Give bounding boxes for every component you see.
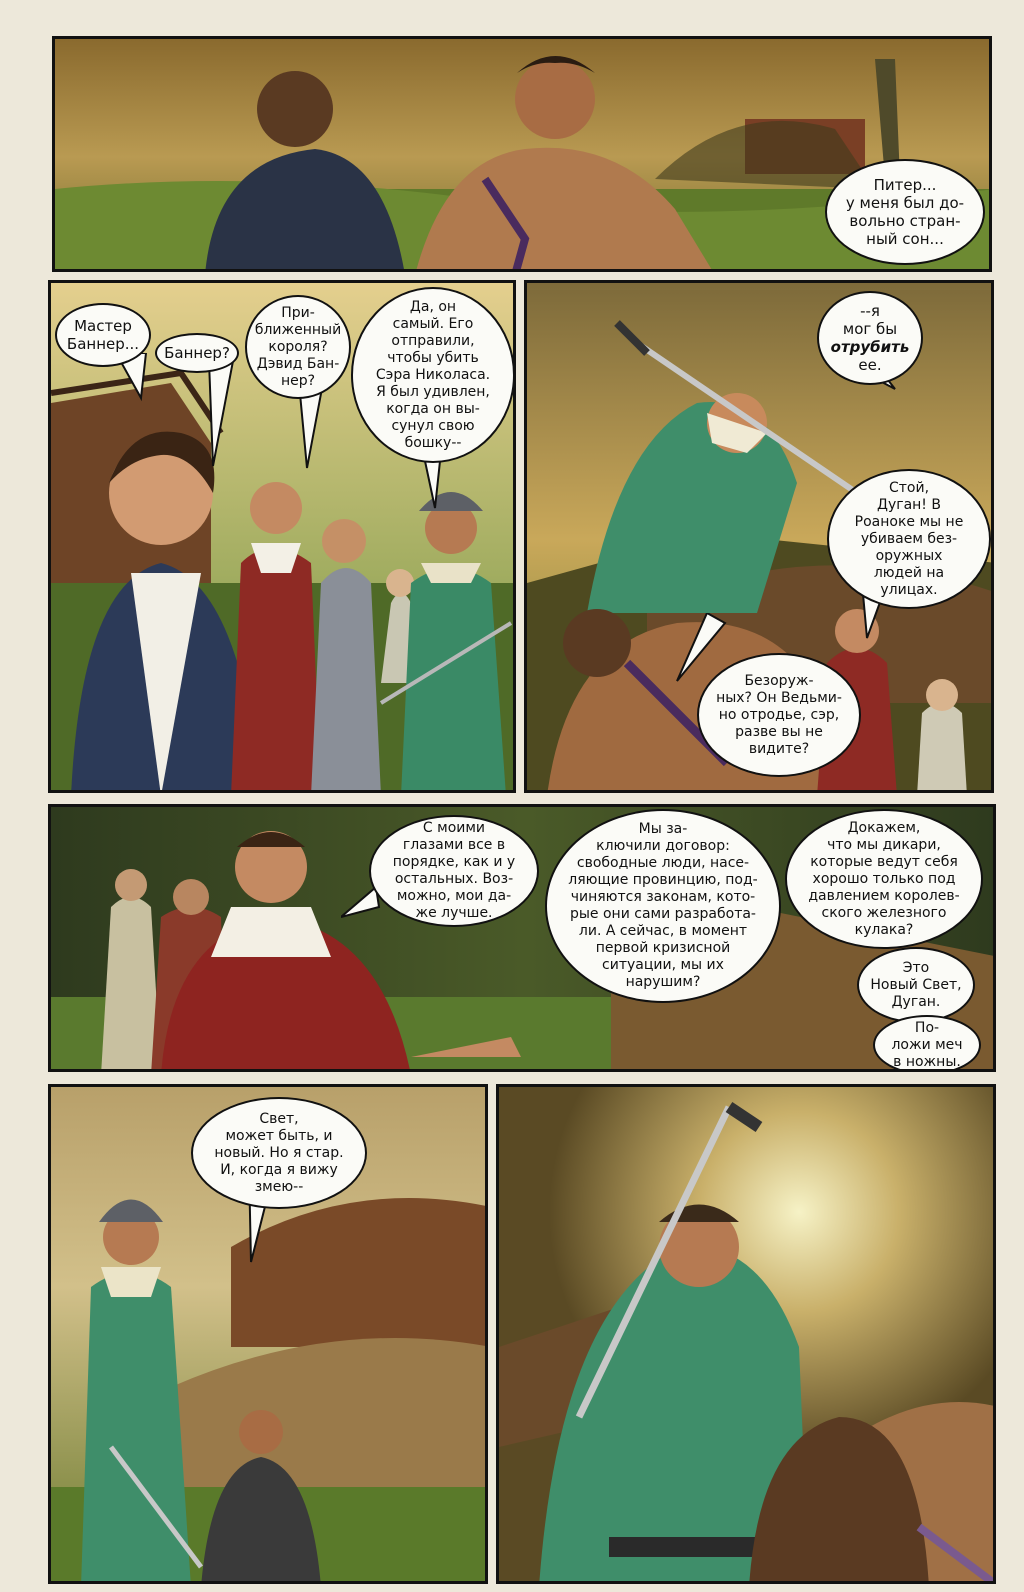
speech-bubble — [785, 809, 983, 949]
speech-bubble — [55, 303, 151, 367]
speech-bubble — [155, 333, 239, 373]
bubble-text: Это Новый Свет, Дуган. — [870, 959, 962, 1010]
bubble-text-pre: --я мог бы — [842, 302, 898, 338]
bubble-text: С моими глазами все в порядке, как и у остальных. Воз- можно, мои да- же лучше. — [392, 820, 516, 921]
speech-bubble — [697, 653, 861, 777]
speech-bubble — [817, 291, 923, 385]
speech-bubble — [245, 295, 351, 399]
speech-bubble — [873, 1015, 981, 1072]
bubble-text: Стой, Дуган! В Роаноке мы не убиваем без- оружных людей на улицах. — [854, 479, 964, 598]
bubble-text: Да, он самый. Его отправили, чтобы убить Сэра Николаса. Я был удивлен, когда он вы- сунул свою бошку-- — [375, 298, 491, 451]
speech-bubble — [857, 947, 975, 1023]
speech-bubble — [351, 287, 515, 463]
bubble-text: Баннер? — [164, 344, 230, 362]
bubble-emphasis: отрубить — [830, 338, 910, 356]
panel-1 — [52, 36, 992, 272]
bubble-text: По- ложи меч в ножны. — [891, 1019, 963, 1070]
speech-bubble — [191, 1097, 367, 1209]
bubble-text: При- ближенный короля? Дэвид Бан- нер? — [254, 304, 342, 389]
bubble-text: Питер... у меня был до- вольно стран- ный сон... — [845, 176, 965, 248]
bubble-text — [831, 302, 910, 374]
speech-bubble — [825, 159, 985, 265]
panel-5 — [48, 1084, 488, 1584]
speech-bubble — [827, 469, 991, 609]
panel-2 — [48, 280, 516, 793]
bubble-text: Докажем, что мы дикари, которые ведут себя хорошо только под давлением королев- ского железного кулака? — [808, 819, 960, 938]
speech-bubble — [369, 815, 539, 927]
speech-bubble — [545, 809, 781, 1003]
bubble-text: Безоруж- ных? Он Ведьми- но отродье, сэр, разве вы не видите? — [716, 672, 842, 757]
bubble-text-post: ее. — [858, 356, 882, 374]
panel-4 — [48, 804, 996, 1072]
panel-3 — [524, 280, 994, 793]
panel-6-art — [499, 1087, 996, 1584]
bubble-text: Мастер Баннер... — [66, 317, 140, 353]
bubble-text: Мы за- ключили договор: свободные люди, насе- ляющие провинцию, под- чиняются законам, кото- рые они сами разработа- ли. А сейчас, в момент первой кризисной ситуации, мы их нарушим? — [568, 821, 758, 990]
panel-6 — [496, 1084, 996, 1584]
bubble-text: Свет, может быть, и новый. Но я стар. И, когда я вижу змею-- — [214, 1110, 344, 1195]
